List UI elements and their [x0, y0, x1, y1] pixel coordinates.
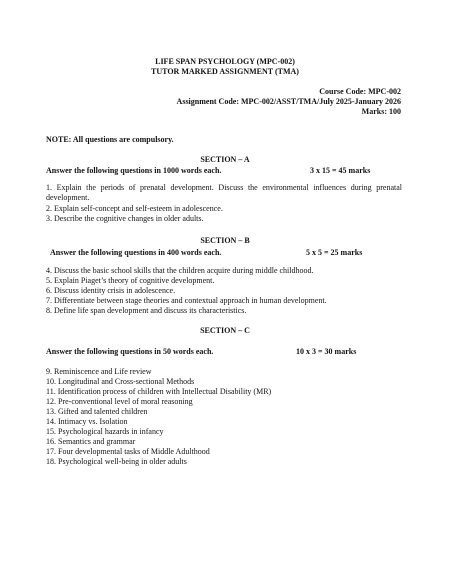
question-item: 5. Explain Piaget’s theory of cognitive development.	[46, 276, 215, 285]
section-c-marks: 10 x 3 = 30 marks	[296, 347, 357, 356]
document-subtitle: TUTOR MARKED ASSIGNMENT (TMA)	[151, 67, 299, 76]
assignment-code: Assignment Code: MPC-002/ASST/TMA/July 2025-January 2026	[176, 97, 401, 106]
total-marks: Marks: 100	[361, 107, 401, 116]
question-item: 18. Psychological well-being in older adults	[46, 457, 187, 466]
question-item: 7. Differentiate between stage theories and contextual approach in human development.	[46, 296, 327, 305]
question-item: 12. Pre-conventional level of moral reasoning	[46, 397, 193, 406]
question-item: 8. Define life span development and discuss its characteristics.	[46, 306, 247, 315]
section-a-instruction: Answer the following questions in 1000 words each.	[46, 166, 222, 175]
section-c-heading: SECTION – C	[200, 326, 250, 335]
document-title: LIFE SPAN PSYCHOLOGY (MPC-002)	[155, 57, 295, 66]
question-item: 11. Identification process of children with Intellectual Disability (MR)	[46, 387, 272, 396]
question-item: 10. Longitudinal and Cross-sectional Methods	[46, 377, 195, 386]
question-item: 4. Discuss the basic school skills that the children acquire during middle childhood.	[46, 266, 314, 275]
question-item: 6. Discuss identity crisis in adolescence.	[46, 286, 176, 295]
question-item: 3. Describe the cognitive changes in older adults.	[46, 214, 204, 223]
section-a-marks: 3 x 15 = 45 marks	[310, 166, 371, 175]
question-item: 15. Psychological hazards in infancy	[46, 427, 164, 436]
question-item: 13. Gifted and talented children	[46, 407, 148, 416]
section-c-instruction: Answer the following questions in 50 words each.	[46, 347, 214, 356]
question-item: 2. Explain self-concept and self-esteem in adolescence.	[46, 204, 223, 213]
section-b-instruction: Answer the following questions in 400 words each.	[50, 248, 222, 257]
section-b-marks: 5 x 5 = 25 marks	[306, 248, 363, 257]
question-item: 9. Reminiscence and Life review	[46, 367, 152, 376]
course-code: Course Code: MPC-002	[319, 87, 401, 96]
section-a-heading: SECTION – A	[200, 155, 250, 164]
question-item: 14. Intimacy vs. Isolation	[46, 417, 128, 426]
question-item: 17. Four developmental tasks of Middle Adulthood	[46, 447, 210, 456]
question-item: 1. Explain the periods of prenatal development. Discuss the environmental influences during prenatal development.	[46, 183, 402, 202]
question-item: 16. Semantics and grammar	[46, 437, 136, 446]
note: NOTE: All questions are compulsory.	[46, 135, 174, 144]
section-b-heading: SECTION – B	[200, 236, 250, 245]
